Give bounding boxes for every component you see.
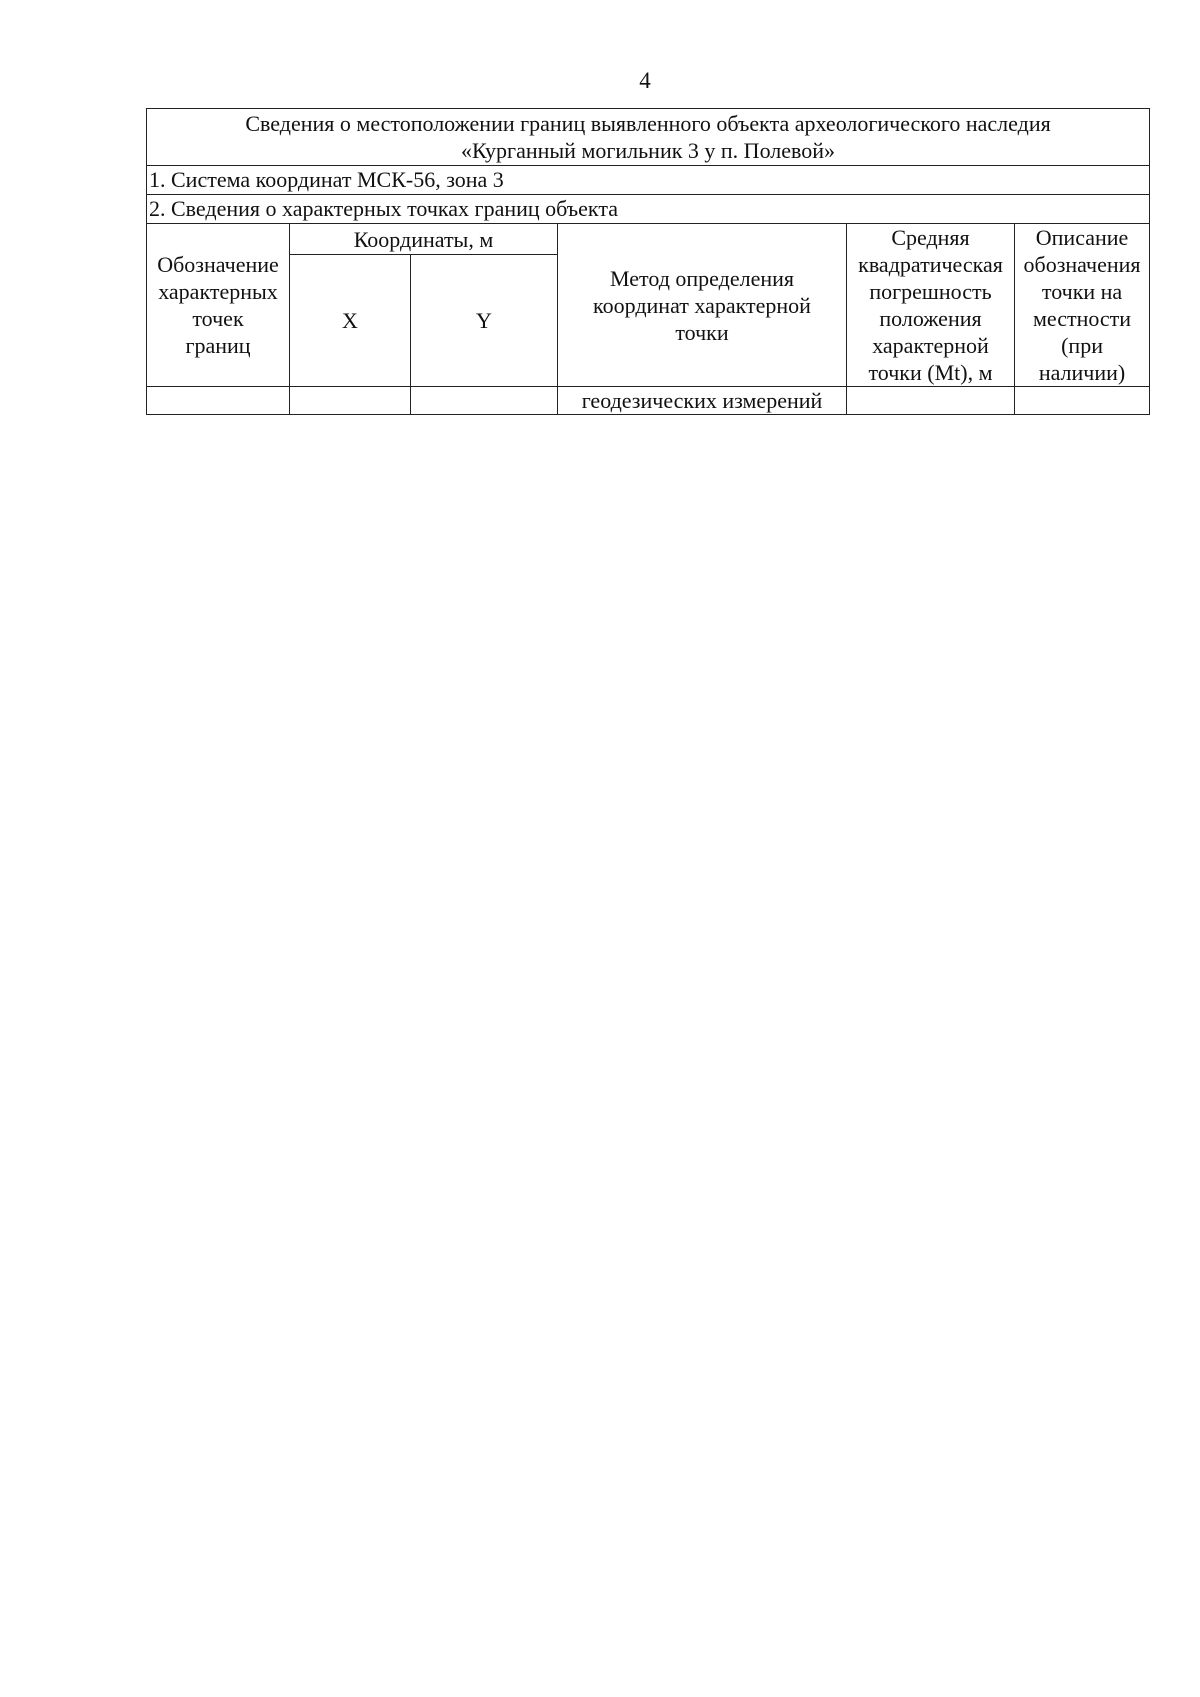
header-method-line: Метод определения (609, 265, 795, 291)
header-description-line: Описание (1035, 225, 1129, 250)
header-error-line: квадратическая (858, 252, 1003, 277)
header-error-line: Средняя (891, 225, 970, 250)
header-description (1015, 224, 1150, 387)
header-description-line: обозначения (1023, 252, 1141, 277)
header-coordinates: Координаты, м (290, 224, 558, 255)
header-description-line: точки на (1041, 279, 1123, 304)
table-row (147, 387, 1150, 415)
boundary-points-table (146, 108, 1150, 415)
header-error-line: положения (879, 306, 982, 331)
header-designation (147, 224, 290, 387)
header-error-line: погрешность (869, 279, 992, 304)
header-description-line: наличии) (1038, 360, 1126, 385)
header-error (847, 224, 1015, 387)
header-y: Y (411, 255, 558, 387)
header-method (558, 224, 847, 387)
table-title (147, 109, 1150, 166)
header-description-line: (при (1061, 333, 1103, 358)
cell-y (411, 387, 558, 415)
header-method-line: точки (675, 319, 729, 345)
header-designation-line: точек (192, 306, 244, 331)
header-method-line: координат характерной (593, 292, 811, 318)
header-error-line: характерной (872, 333, 989, 358)
table-title-line-1: Сведения о местоположении границ выявленного объекта археологического наследия (245, 111, 1051, 136)
header-description-line: местности (1032, 306, 1132, 331)
cell-error (847, 387, 1015, 415)
header-designation-line: характерных (158, 279, 278, 304)
coordinate-system-row: 1. Система координат МСК-56, зона 3 (147, 166, 1150, 195)
table-title-line-2: «Курганный могильник 3 у п. Полевой» (461, 138, 836, 163)
page-number: 4 (639, 68, 651, 93)
cell-method: геодезических измерений (558, 387, 847, 415)
cell-designation (147, 387, 290, 415)
header-x: X (290, 255, 411, 387)
points-info-row: 2. Сведения о характерных точках границ объекта (147, 195, 1150, 224)
cell-description (1015, 387, 1150, 415)
header-designation-line: границ (185, 333, 251, 358)
cell-x (290, 387, 411, 415)
header-designation-line: Обозначение (157, 252, 279, 277)
header-error-line: точки (Mt), м (868, 360, 993, 385)
